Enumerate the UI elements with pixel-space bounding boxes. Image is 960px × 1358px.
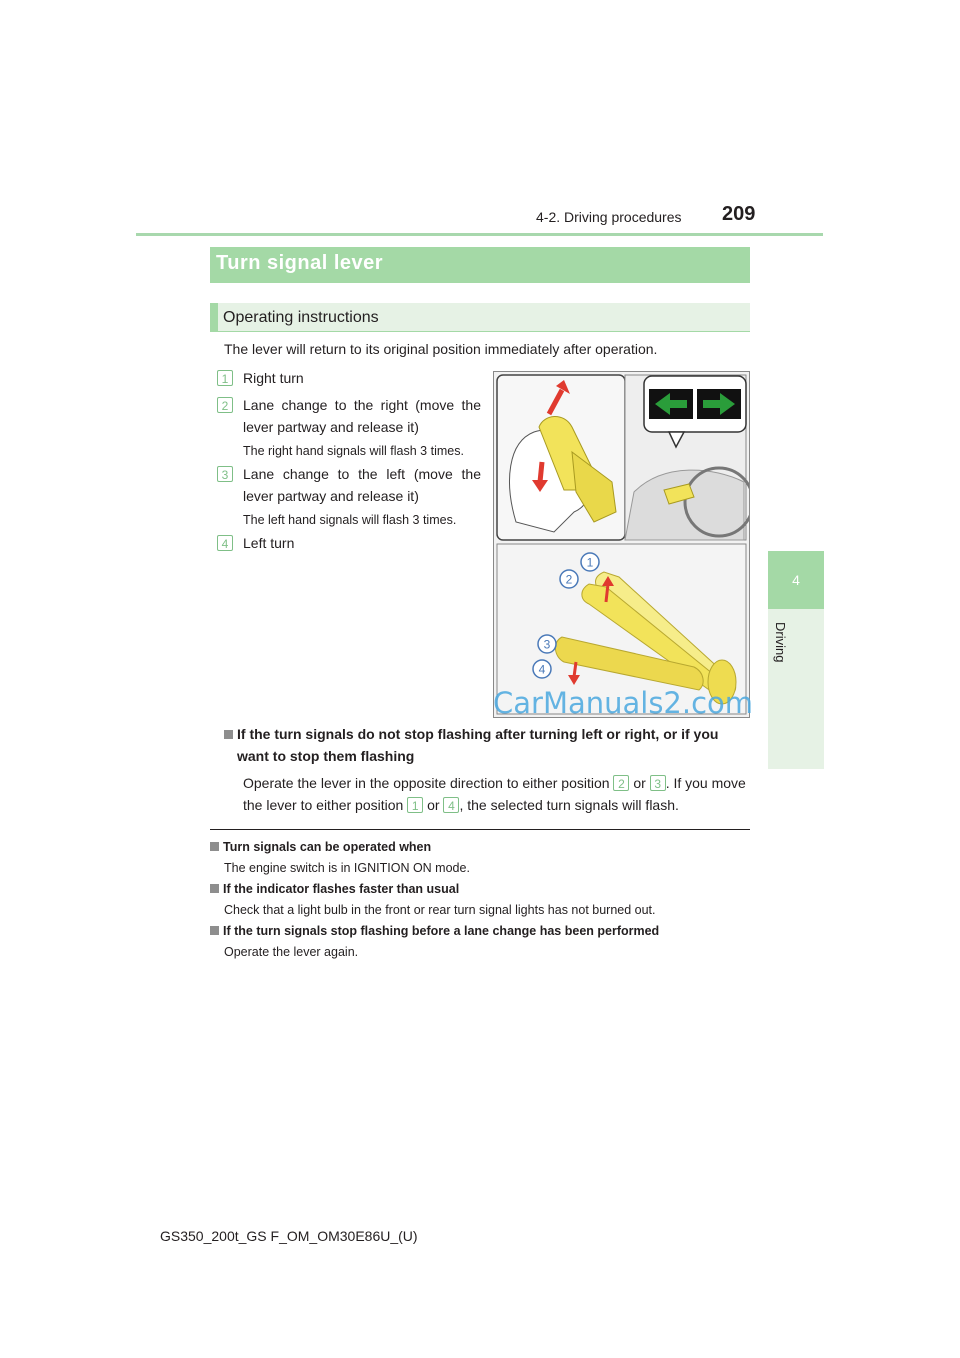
- item-text-2: Lane change to the right (move the lever partway and release it): [243, 397, 481, 435]
- note-heading-3: If the turn signals stop flashing before a lane change has been performed: [210, 924, 659, 938]
- footer-document-code: GS350_200t_GS F_OM_OM30E86U_(U): [160, 1228, 418, 1244]
- position-ref-4: 4: [443, 797, 459, 813]
- item-note-2: The right hand signals will flash 3 times.: [243, 444, 464, 458]
- note-heading-2: If the indicator flashes faster than usual: [210, 882, 459, 896]
- header-section-title: 4-2. Driving procedures: [536, 209, 682, 225]
- notes-divider: [210, 829, 750, 830]
- intro-text: The lever will return to its original position immediately after operation.: [224, 341, 658, 357]
- callout-3: [538, 635, 556, 653]
- item-text-4: Left turn: [243, 535, 295, 551]
- item-note-3: The left hand signals will flash 3 times.: [243, 513, 457, 527]
- section-title-bar: [210, 247, 750, 283]
- item-number-4: 4: [217, 535, 233, 551]
- item-number-2: 2: [217, 397, 233, 413]
- callout-label: 4: [538, 662, 546, 677]
- note-heading-1: Turn signals can be operated when: [210, 840, 431, 854]
- subsection-title-bar: [210, 303, 750, 332]
- item-text-3: Lane change to the left (move the lever partway and release it): [243, 466, 481, 504]
- side-tab-number: 4: [768, 551, 824, 609]
- item-number-3: 3: [217, 466, 233, 482]
- callout-label: 3: [543, 637, 551, 652]
- arrow-down-line: [540, 462, 542, 482]
- subsection-title: Operating instructions: [223, 309, 379, 326]
- item-text-1: Right turn: [243, 370, 304, 386]
- subsection-accent: [210, 303, 218, 332]
- square-bullet-icon: [210, 884, 219, 893]
- section-title: Turn signal lever: [216, 252, 384, 274]
- callout-2: [560, 570, 578, 588]
- callout-1: [581, 553, 599, 571]
- callout-4: [533, 660, 551, 678]
- note-body-3: Operate the lever again.: [224, 945, 359, 959]
- watermark-text: CarManuals2.com: [493, 686, 754, 720]
- position-ref-1: 1: [407, 797, 423, 813]
- turn-signal-lever-illustration: [493, 371, 750, 718]
- lever-illustration-svg: [494, 372, 749, 717]
- note-body-1: The engine switch is in IGNITION ON mode.: [224, 861, 470, 875]
- item-number-1: 1: [217, 370, 233, 386]
- square-bullet-icon: [224, 730, 233, 739]
- topic-heading: If the turn signals do not stop flashing after turning left or right, or if you want to stop them flashing: [224, 723, 749, 767]
- note-body-2: Check that a light bulb in the front or rear turn signal lights has not burned out.: [224, 903, 656, 917]
- callout-label: 2: [565, 572, 573, 587]
- side-tab-label: Driving: [773, 622, 788, 663]
- page-number: 209: [722, 203, 756, 225]
- square-bullet-icon: [210, 926, 219, 935]
- header-rule: [136, 233, 823, 236]
- closeup-arrow-down: [574, 662, 576, 677]
- closeup-arrow-up: [606, 584, 608, 602]
- callout-label: 1: [586, 555, 594, 570]
- position-ref-2: 2: [613, 775, 629, 791]
- topic-body: Operate the lever in the opposite direction to either position 2 or 3 . If you move the lever to either position 1 or 4 , the selected turn signals will flash.: [243, 775, 746, 813]
- square-bullet-icon: [210, 842, 219, 851]
- position-ref-3: 3: [650, 775, 666, 791]
